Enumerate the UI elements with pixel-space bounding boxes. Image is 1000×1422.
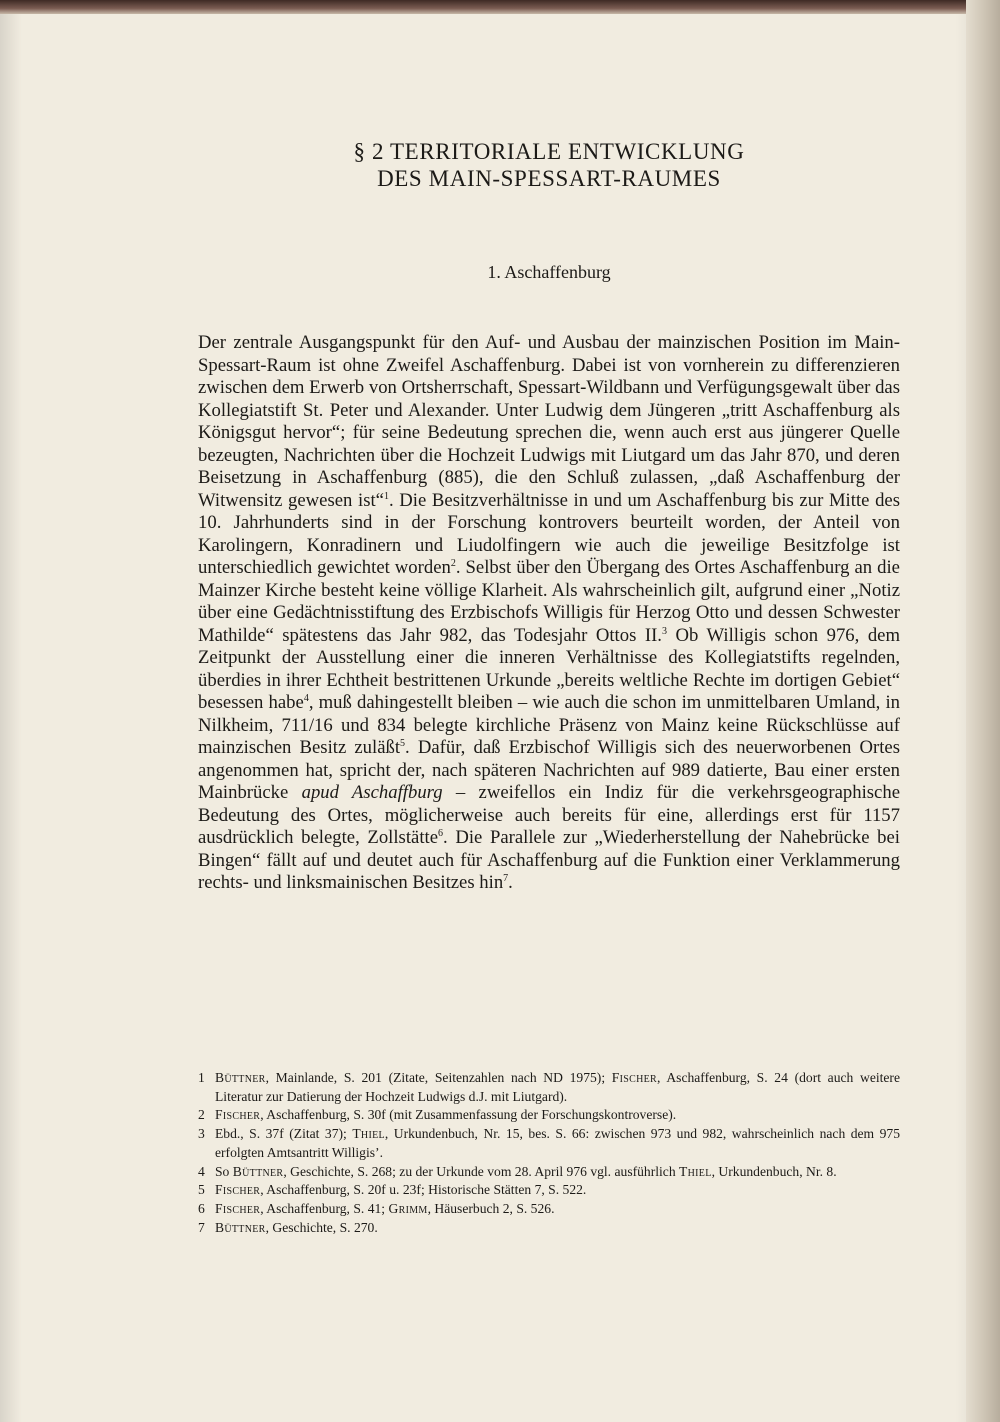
book-binding-edge <box>966 0 1000 1422</box>
chapter-title <box>198 138 900 192</box>
section-title: 1. Aschaffenburg <box>487 262 611 282</box>
footnote-1 <box>198 1069 900 1106</box>
footnote-number: 5 <box>198 1182 205 1198</box>
italic-latin-phrase: apud Aschaffburg <box>301 782 443 803</box>
footnote-ref-7[interactable]: 7 <box>503 872 509 884</box>
footnote-3 <box>198 1125 900 1162</box>
body-text-segment: . <box>508 872 513 893</box>
footnote-text: , Urkundenbuch, Nr. 15, bes. S. 66: zwischen 973 und 982, wahrscheinlich nach dem 975 erfolgten Amtsantritt Willigis’. <box>215 1126 901 1160</box>
footnote-ref-5[interactable]: 5 <box>400 737 406 749</box>
footnote-author: Thiel <box>352 1126 385 1142</box>
body-text-segment: . Die Parallele zur „Wiederherstellung der Nahebrücke bei Bingen“ fällt auf und deutet auch für Aschaffenburg auf die Funktion einer Verklammerung rechts- und linksmainischen Besitzes hin <box>198 827 900 893</box>
book-page <box>198 0 900 1422</box>
footnote-author: Büttner <box>232 1163 284 1179</box>
footnote-6 <box>198 1200 900 1219</box>
footnote-text: , Aschaffenburg, S. 30f (mit Zusammenfassung der Forschungskontroverse). <box>260 1107 677 1123</box>
body-text-segment: Ob Willigis schon 976, dem Zeitpunkt der Ausstellung einer die inneren Verhältnisse des Kollegiatstifts regelnden, überdies in ihrer Echtheit bestrittenen Urkunde „bereits weltliche Rechte im dortigen Gebiet“ besessen habe <box>198 624 900 713</box>
chapter-title-line-2: DES MAIN-SPESSART-RAUMES <box>377 166 721 191</box>
body-text-segment: . Die Besitzverhältnisse in und um Aschaffenburg bis zur Mitte des 10. Jahrhunderts sind in der Forschung kontrovers beurteilt worden, der Anteil von Karolingern, Konradinern und Liudolfingern wie auch die jeweilige Besitzfolge ist unterschiedlich gewichtet worden <box>198 489 900 578</box>
footnote-ref-2[interactable]: 2 <box>450 557 456 569</box>
footnote-text: , Aschaffenburg, S. 20f u. 23f; Historische Stätten 7, S. 522. <box>260 1182 587 1198</box>
footnote-author: Fischer <box>215 1107 261 1123</box>
footnote-author: Büttner <box>215 1219 266 1235</box>
footnote-ref-3[interactable]: 3 <box>661 625 667 637</box>
body-text-segment: . Selbst über den Übergang des Ortes Aschaffenburg an die Mainzer Kirche besteht keine völlige Klarheit. Als wahrscheinlich gilt, aufgrund einer „Notiz über eine Gedächtnisstiftung des Erzbischofs Willigis für Herzog Otto und dessen Schwester Mathilde“ spätestens das Jahr 982, das Todesjahr Ottos II. <box>198 557 900 646</box>
footnote-text: So <box>215 1163 233 1179</box>
footnote-number: 6 <box>198 1200 205 1216</box>
footnote-number: 4 <box>198 1163 205 1179</box>
footnote-number: 3 <box>198 1126 205 1142</box>
footnote-text: , Häuserbuch 2, S. 526. <box>427 1200 555 1216</box>
body-text-segment: . Dafür, daß Erzbischof Willigis sich des neuerworbenen Ortes angenommen hat, spricht der, nach späteren Nachrichten auf 989 datierte, Bau einer ersten Mainbrücke <box>198 737 900 803</box>
footnote-author: Thiel <box>679 1163 712 1179</box>
footnote-text: Ebd., S. 37f (Zitat 37); <box>215 1126 353 1142</box>
footnote-text: , Geschichte, S. 270. <box>265 1219 378 1235</box>
footnote-ref-6[interactable]: 6 <box>438 827 443 839</box>
footnote-4 <box>198 1163 900 1182</box>
footnote-number: 7 <box>198 1219 205 1235</box>
footnote-author: Fischer <box>215 1200 261 1216</box>
footnote-2 <box>198 1106 900 1125</box>
footnote-5 <box>198 1181 900 1200</box>
footnote-number: 2 <box>198 1107 205 1123</box>
footnote-ref-1[interactable]: 1 <box>383 490 389 502</box>
footnote-ref-4[interactable]: 4 <box>303 692 309 704</box>
body-text-segment: – zweifellos ein Indiz für die verkehrsgeographische Bedeutung des Ortes, möglicherweise auch bereits für eine, allerdings erst für 1157 ausdrücklich belegte, Zollstätte <box>198 782 900 848</box>
footnote-text: , Urkundenbuch, Nr. 8. <box>711 1163 837 1179</box>
chapter-title-line-1: § 2 TERRITORIALE ENTWICKLUNG <box>353 139 745 164</box>
footnote-text: , Geschichte, S. 268; zu der Urkunde vom 28. April 976 vgl. ausführlich <box>283 1163 680 1179</box>
body-paragraph <box>198 332 900 895</box>
footnote-author: Fischer <box>215 1182 261 1198</box>
footnote-number: 1 <box>198 1070 205 1085</box>
footnote-text: , Mainlande, S. 201 (Zitate, Seitenzahlen nach ND 1975); <box>265 1070 612 1085</box>
footnote-author: Grimm <box>388 1200 428 1216</box>
footnote-author: Büttner <box>215 1070 266 1085</box>
footnote-text: , Aschaffenburg, S. 24 (dort auch weitere Literatur zur Datierung der Hochzeit Ludwigs d.J. mit Liutgard). <box>215 1070 900 1104</box>
footnote-text: , Aschaffenburg, S. 41; <box>260 1200 389 1216</box>
body-text-segment: , muß dahingestellt bleiben – wie auch die schon im unmittelbaren Umland, in Nilkheim, 711/16 und 834 belegte kirchliche Präsenz von Mainz keine Rückschlüsse auf mainzischen Besitz zuläßt <box>198 692 900 758</box>
footnotes-list <box>198 1069 900 1237</box>
footnote-7 <box>198 1219 900 1238</box>
footnote-author: Fischer <box>611 1070 658 1085</box>
body-text-segment: Der zentrale Ausgangspunkt für den Auf- und Ausbau der mainzischen Position im Main-Spessart-Raum ist ohne Zweifel Aschaffenburg. Dabei ist von vornherein zu differenzieren zwischen dem Erwerb von Ortsherrschaft, Spessart-Wildbann und Verfügungsgewalt über das Kollegiatstift St. Peter und Alexander. Unter Ludwig dem Jüngeren „tritt Aschaffenburg als Königsgut hervor“; für seine Bedeutung sprechen die, wenn auch erst aus jüngerer Quelle bezeugten, Nachrichten über die Hochzeit Ludwigs mit Liutgard um das Jahr 870, und deren Beisetzung in Aschaffenburg (885), die den Schluß zulassen, „daß Aschaffenburg der Witwensitz gewesen ist“ <box>198 332 900 511</box>
